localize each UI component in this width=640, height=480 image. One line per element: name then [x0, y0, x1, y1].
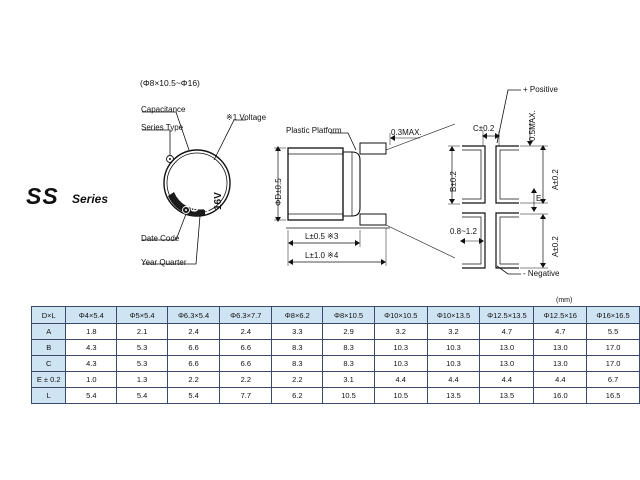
table-cell: 13.0	[480, 356, 534, 372]
callout-positive: + Positive	[523, 85, 558, 94]
table-row	[32, 372, 640, 388]
dim-diameter: ΦD±0.5	[274, 178, 283, 206]
table-col-header: Φ10×10.5	[374, 307, 427, 324]
table-cell: 10.3	[427, 356, 480, 372]
table-cell: 6.7	[587, 372, 640, 388]
table-col-header: Φ8×10.5	[323, 307, 375, 324]
table-row	[32, 340, 640, 356]
dim-a-tol-bottom: A±0.2	[551, 236, 560, 257]
table-cell: 17.0	[587, 356, 640, 372]
table-cell: 3.2	[427, 324, 480, 340]
table-cell: 7.7	[220, 388, 272, 404]
table-col-header: Φ12.5×16	[534, 307, 587, 324]
table-row-label: A	[32, 324, 66, 340]
table-row	[32, 388, 640, 404]
table-cell: 4.4	[534, 372, 587, 388]
table-cell: 10.3	[427, 340, 480, 356]
table-col-header: Φ12.5×13.5	[480, 307, 534, 324]
table-cell: 3.3	[272, 324, 323, 340]
table-unit-label: (mm)	[556, 297, 573, 304]
table-cell: 4.4	[480, 372, 534, 388]
table-cell: 5.3	[117, 356, 168, 372]
table-cell: 4.4	[427, 372, 480, 388]
table-cell: 4.3	[66, 340, 117, 356]
table-cell: 8.3	[323, 356, 375, 372]
callout-date-code: Date Code	[141, 234, 180, 243]
table-cell: 13.0	[534, 356, 587, 372]
table-col-header: Φ4×5.4	[66, 307, 117, 324]
table-cell: 2.9	[323, 324, 375, 340]
table-col-header: Φ6.3×5.4	[167, 307, 219, 324]
table-cell: 6.6	[167, 356, 219, 372]
table-col-header: Φ6.3×7.7	[220, 307, 272, 324]
callout-voltage: ※1 Voltage	[226, 113, 267, 122]
table-col-header: Φ5×5.4	[117, 307, 168, 324]
table-cell: 6.6	[167, 340, 219, 356]
dim-height-max: 0.5MAX.	[528, 110, 537, 141]
table-header-row	[32, 307, 640, 324]
table-cell: 3.1	[323, 372, 375, 388]
table-cell: 6.6	[220, 356, 272, 372]
table-cell: 5.4	[66, 388, 117, 404]
page-title-series-code: SS	[26, 183, 59, 209]
table-cell: 6.2	[272, 388, 323, 404]
table-row-label: E ± 0.2	[32, 372, 66, 388]
table-cell: 5.3	[117, 340, 168, 356]
table-cell: 16.5	[587, 388, 640, 404]
table-cell: 8.3	[272, 340, 323, 356]
table-cell: 4.7	[534, 324, 587, 340]
can-marking-series: 470	[201, 193, 213, 212]
callout-capacitance: Capacitance	[141, 105, 186, 114]
table-cell: 2.1	[117, 324, 168, 340]
dim-length-tol-3: L±0.5 ※3	[305, 232, 339, 241]
dim-c-tol: C±0.2	[473, 124, 495, 133]
table-cell: 1.8	[66, 324, 117, 340]
table-cell: 1.3	[117, 372, 168, 388]
dimension-table	[31, 306, 640, 404]
table-cell: 4.4	[374, 372, 427, 388]
table-cell: 3.2	[374, 324, 427, 340]
table-row-label: L	[32, 388, 66, 404]
table-cell: 13.5	[427, 388, 480, 404]
table-cell: 4.7	[480, 324, 534, 340]
table-cell: 2.2	[272, 372, 323, 388]
size-range-label: (Φ8×10.5~Φ16)	[140, 78, 200, 88]
table-col-header: Φ8×6.2	[272, 307, 323, 324]
callout-plastic-platform: Plastic Platform	[286, 126, 342, 135]
table-cell: 2.4	[220, 324, 272, 340]
dim-e-label: E	[536, 194, 542, 203]
table-corner-header: D×L	[32, 307, 66, 324]
dim-b-tol: B±0.2	[449, 171, 458, 192]
table-row-label: B	[32, 340, 66, 356]
table-cell: 8.3	[323, 340, 375, 356]
dim-lead-width: 0.8~1.2	[450, 227, 477, 236]
can-marking-capacitance: 670	[189, 193, 201, 212]
table-row-label: C	[32, 356, 66, 372]
table-cell: 2.4	[167, 324, 219, 340]
table-col-header: Φ16×16.5	[587, 307, 640, 324]
table-cell: 5.4	[167, 388, 219, 404]
table-row	[32, 356, 640, 372]
table-cell: 13.5	[480, 388, 534, 404]
page-title-series-word: Series	[72, 192, 109, 206]
table-cell: 4.3	[66, 356, 117, 372]
table-cell: 10.3	[374, 340, 427, 356]
table-cell: 10.5	[323, 388, 375, 404]
table-cell: 10.3	[374, 356, 427, 372]
table-cell: 8.3	[272, 356, 323, 372]
table-cell: 17.0	[587, 340, 640, 356]
dim-length-tol-4: L±1.0 ※4	[305, 251, 339, 260]
table-cell: 13.0	[480, 340, 534, 356]
table-cell: 2.2	[167, 372, 219, 388]
table-cell: 16.0	[534, 388, 587, 404]
table-cell: 5.4	[117, 388, 168, 404]
dim-a-tol-top: A±0.2	[551, 169, 560, 190]
can-marking-voltage: 16V	[213, 192, 224, 210]
table-col-header: Φ10×13.5	[427, 307, 480, 324]
table-row	[32, 324, 640, 340]
table-cell: 2.2	[220, 372, 272, 388]
callout-series-type: Series Type	[141, 123, 184, 132]
table-cell: 10.5	[374, 388, 427, 404]
table-cell: 13.0	[534, 340, 587, 356]
table-cell: 6.6	[220, 340, 272, 356]
callout-year-quarter: Year Quarter	[141, 258, 187, 267]
dim-gap-max: 0.3MAX.	[391, 128, 422, 137]
table-cell: 1.0	[66, 372, 117, 388]
callout-negative: - Negative	[523, 269, 560, 278]
table-cell: 5.5	[587, 324, 640, 340]
